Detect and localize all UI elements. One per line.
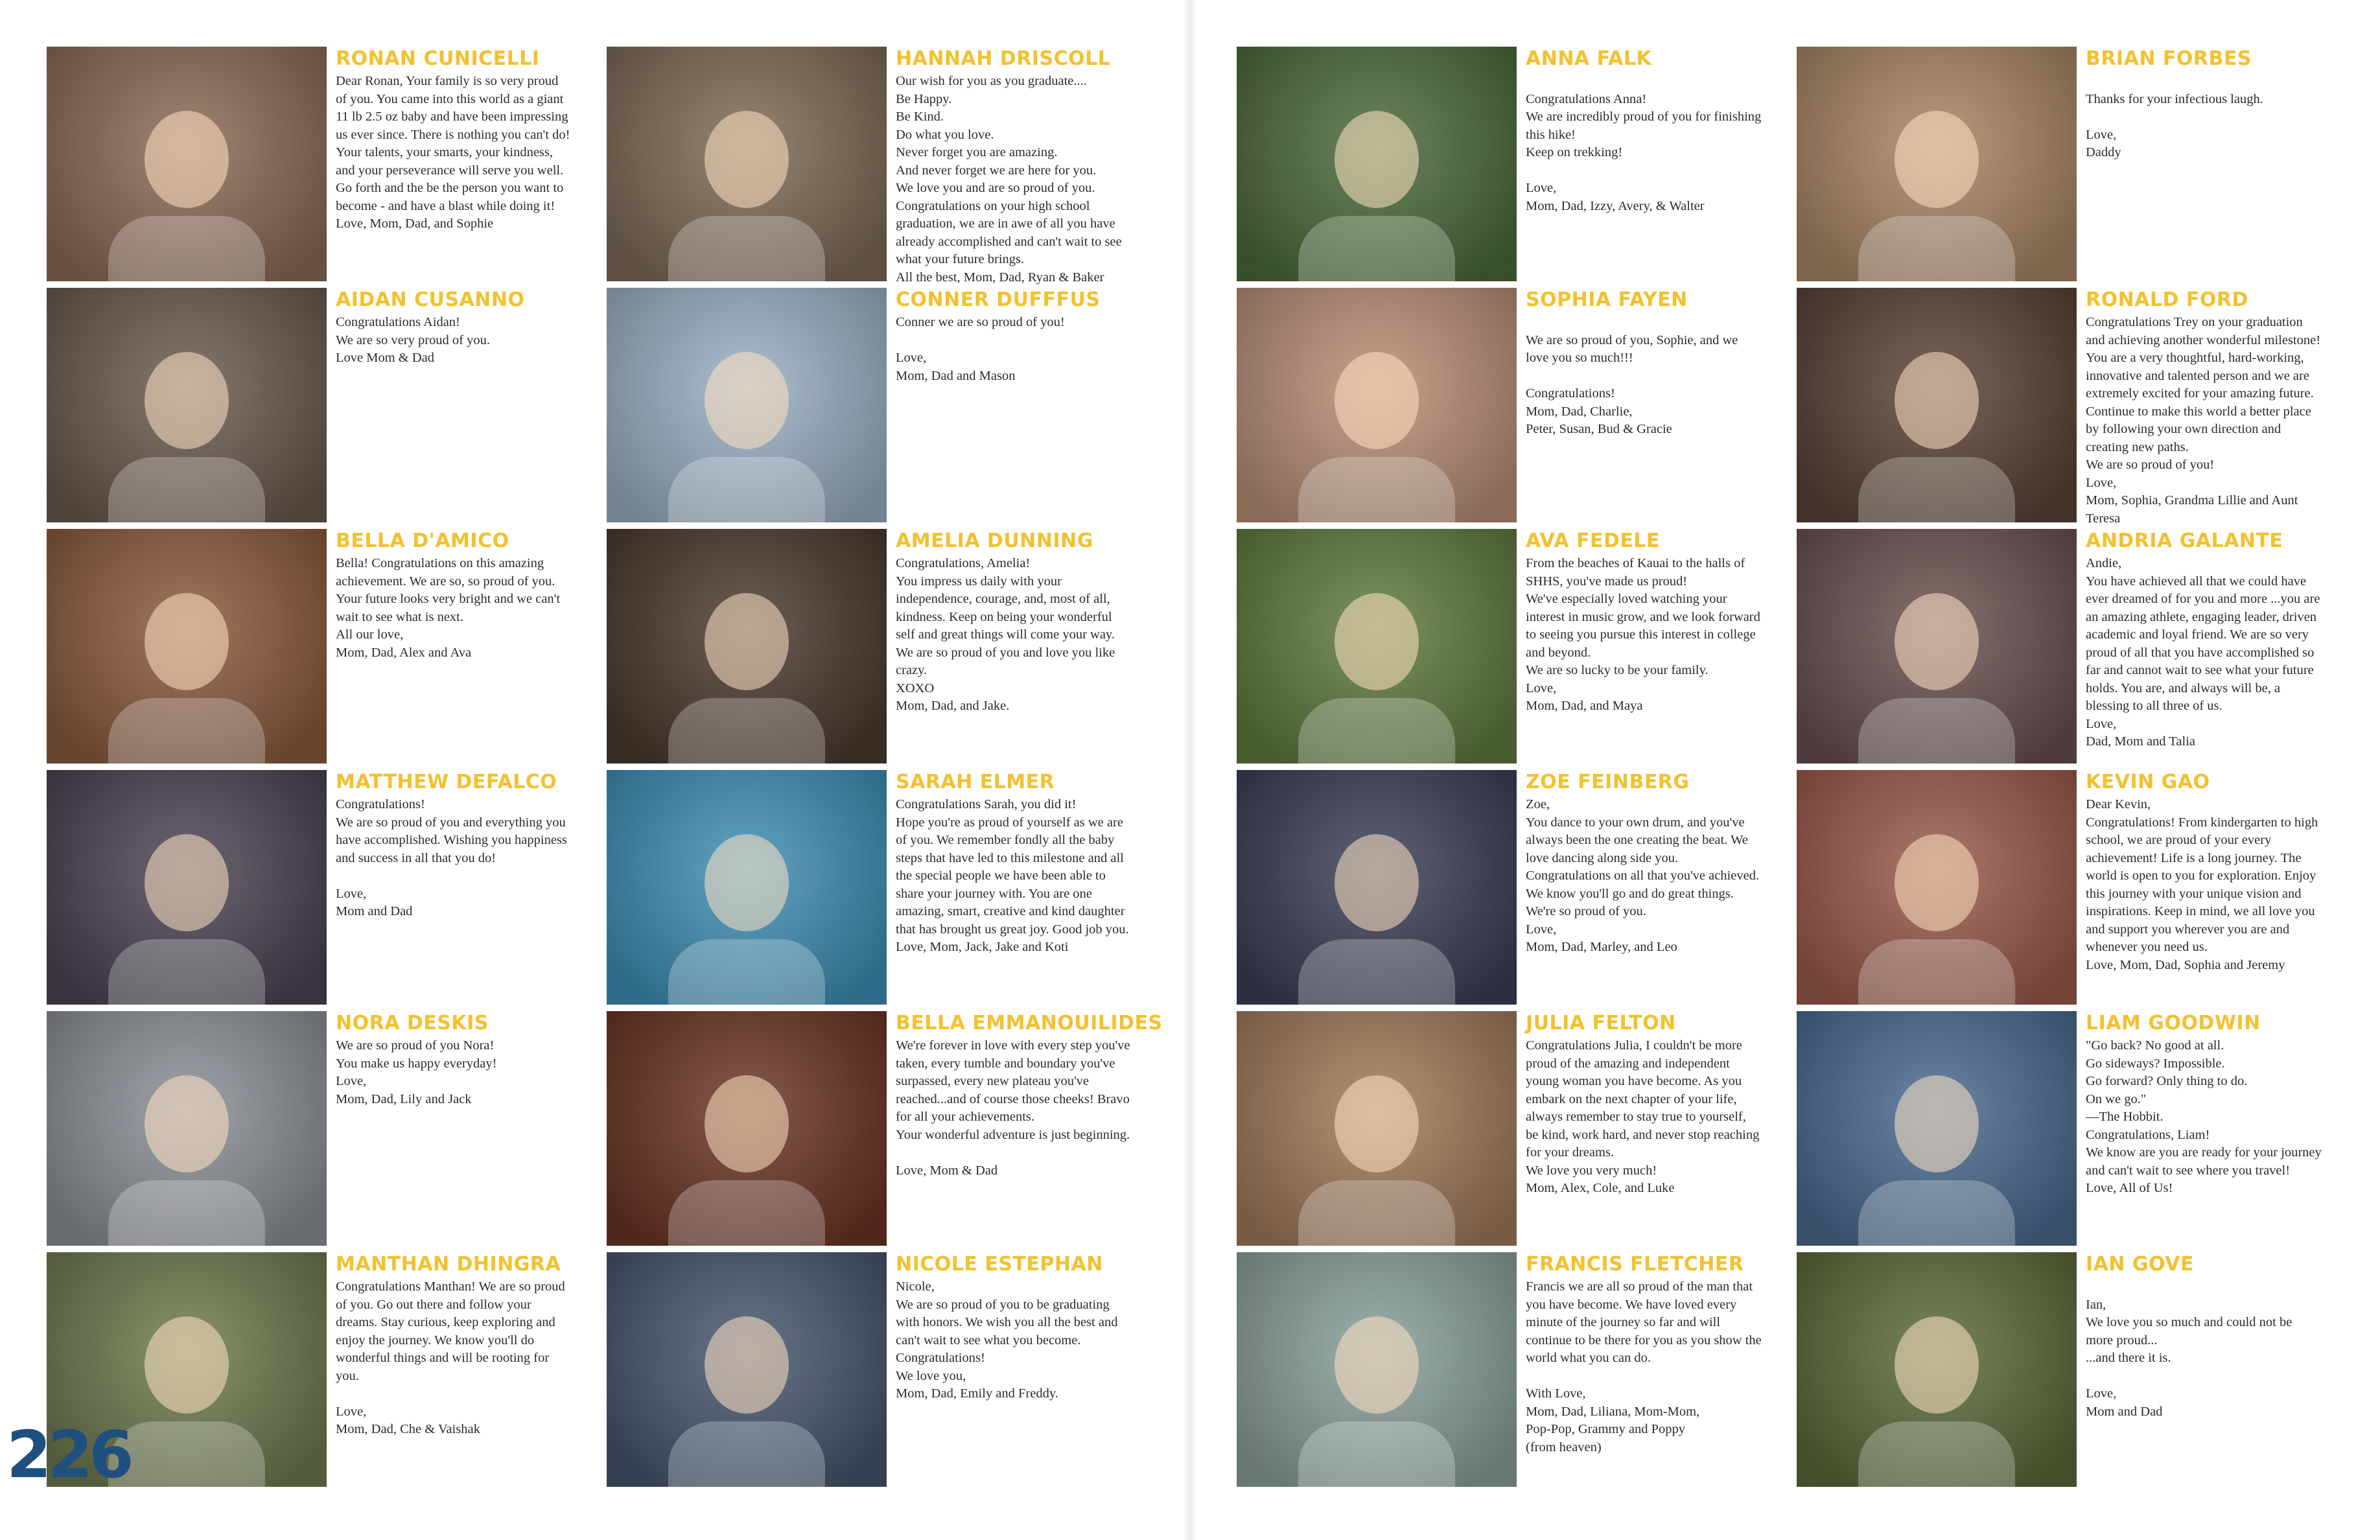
student-name: AMELIA DUNNING: [896, 530, 1093, 552]
right-page: [1190, 0, 2380, 1540]
student-photo: [1237, 1011, 1517, 1246]
student-message: Zoe, You dance to your own drum, and you've always been the one creating the beat. We love dancing along side you. Congratulations on all that you've achieved. We know you'll go and do great things. We're so proud of you. Love, Mom, Dad, Marley, and Leo: [1526, 797, 1760, 954]
student-message: Dear Kevin, Congratulations! From kindergarten to high school, we are proud of your every achievement! Life is a long journey. The world is open to you for exploration. Enjoy this journey with your unique vision and inspirations. Keep in mind, we all love you and support you wherever you are and whenever you need us. Love, Mom, Dad, Sophia and Jeremy: [2086, 797, 2318, 972]
student-name: KEVIN GAO: [2086, 771, 2210, 793]
student-message: Congratulations Anna! We are incredibly proud of you for finishing this hike! Keep on trekking! Love, Mom, Dad, Izzy, Avery, & Walter: [1526, 91, 1762, 213]
student-entry: [1797, 529, 2322, 764]
student-name: NORA DESKIS: [336, 1012, 489, 1034]
student-entry: [1237, 1252, 1762, 1487]
student-name: MANTHAN DHINGRA: [336, 1253, 561, 1276]
student-photo: [607, 288, 887, 522]
student-entry: [607, 529, 1132, 764]
student-entry: [607, 770, 1132, 1005]
student-name: BELLA EMMANOUILIDES: [896, 1012, 1163, 1034]
student-name: JULIA FELTON: [1526, 1012, 1676, 1034]
student-photo: [607, 1252, 887, 1487]
student-name: HANNAH DRISCOLL: [896, 47, 1111, 70]
student-photo: [1237, 288, 1517, 522]
student-entry: [47, 529, 572, 764]
student-photo: [607, 47, 887, 281]
student-name: RONALD FORD: [2086, 288, 2248, 311]
student-name: SARAH ELMER: [896, 771, 1055, 793]
student-message: Our wish for you as you graduate.... Be Happy. Be Kind. Do what you love. Never forget you are amazing. And never forget we are here for you. We love you and are so proud of you. Congratulations on your high school graduation, we are in awe of all you have already accomplished and can't wait to see what your future brings. All the best, Mom, Dad, Ryan & Baker: [896, 74, 1122, 285]
student-message: Ian, We love you so much and could not be more proud... ...and there it is. Love, Mom and Dad: [2086, 1297, 2292, 1419]
student-entry: [1237, 1011, 1762, 1246]
student-name: SOPHIA FAYEN: [1526, 288, 1688, 311]
student-entry: [47, 1011, 572, 1246]
student-entry: [1797, 770, 2322, 1005]
student-message: "Go back? No good at all. Go sideways? Impossible. Go forward? Only thing to do. On we go." —The Hobbit. Congratulations, Liam! We know are you are ready for your journey and can't wait to see where you travel! Love, All of Us!: [2086, 1038, 2322, 1195]
student-photo: [47, 770, 327, 1005]
student-message: Congratulations Trey on your graduation and achieving another wonderful milestone! You are a very thoughtful, hard-working, innovative and talented person and we are extremely excited for your amazing future. Continue to make this world a better place by following your own direction and creating new paths. We are so proud of you! Love, Mom, Sophia, Grandma Lillie and Aunt Teresa: [2086, 315, 2321, 526]
student-photo: [47, 288, 327, 522]
student-name: ZOE FEINBERG: [1526, 771, 1690, 793]
student-entry: [47, 47, 572, 281]
student-name: BRIAN FORBES: [2086, 47, 2252, 70]
student-message: We are so proud of you Nora! You make us happy everyday! Love, Mom, Dad, Lily and Jack: [336, 1038, 497, 1106]
student-message: Francis we are all so proud of the man that you have become. We have loved every minute of the journey so far and will continue to be there for you as you show the world what you can do. With Love, Mom, Dad, Liliana, Mom-Mom, Pop-Pop, Grammy and Poppy (from heaven): [1526, 1279, 1762, 1454]
student-photo: [47, 47, 327, 281]
student-entry: [1797, 1011, 2322, 1246]
student-photo: [607, 1011, 887, 1246]
student-entry: [1237, 529, 1762, 764]
student-message: Bella! Congratulations on this amazing achievement. We are so, so proud of you. Your future looks very bright and we can't wait to see what is next. All our love, Mom, Dad, Alex and Ava: [336, 556, 561, 660]
student-entry: [1237, 770, 1762, 1005]
student-photo: [1797, 770, 2077, 1005]
student-photo: [607, 529, 887, 764]
student-photo: [1797, 1252, 2077, 1487]
student-entry: [607, 288, 1132, 522]
student-name: ANNA FALK: [1526, 47, 1652, 70]
student-name: FRANCIS FLETCHER: [1526, 1253, 1744, 1276]
student-photo: [1237, 770, 1517, 1005]
student-message: Congratulations! We are so proud of you and everything you have accomplished. Wishing you happiness and success in all that you do! Love, Mom and Dad: [336, 797, 567, 918]
student-entry: [607, 47, 1132, 285]
student-name: AIDAN CUSANNO: [336, 288, 525, 311]
student-name: CONNER DUFFFUS: [896, 288, 1101, 311]
student-entry: [1797, 288, 2322, 526]
student-entry: [1237, 288, 1762, 522]
student-photo: [1797, 288, 2077, 522]
student-entry: [47, 770, 572, 1005]
student-photo: [1237, 47, 1517, 281]
student-name: LIAM GOODWIN: [2086, 1012, 2261, 1034]
student-message: From the beaches of Kauai to the halls of SHHS, you've made us proud! We've especially loved watching your interest in music grow, and we look forward to seeing you pursue this interest in college and beyond. We are so lucky to be your family. Love, Mom, Dad, and Maya: [1526, 556, 1760, 713]
student-entry: [607, 1011, 1163, 1246]
student-message: Congratulations Julia, I couldn't be more proud of the amazing and independent young woman you have become. As you embark on the next chapter of your life, always remember to stay true to yourself, be kind, work hard, and never stop reaching for your dreams. We love you very much! Mom, Alex, Cole, and Luke: [1526, 1038, 1760, 1195]
page-number: 226: [6, 1417, 130, 1493]
student-photo: [47, 1011, 327, 1246]
student-message: Conner we are so proud of you! Love, Mom, Dad and Mason: [896, 315, 1065, 383]
student-message: Thanks for your infectious laugh. Love, Daddy: [2086, 91, 2263, 159]
student-message: Andie, You have achieved all that we could have ever dreamed of for you and more ...you are an amazing athlete, engaging leader, driven academic and loyal friend. We are so very proud of all that you have accomplished so far and cannot wait to see what your future holds. You are, and always will be, a blessing to all three of us. Love, Dad, Mom and Talia: [2086, 556, 2320, 749]
student-entry: [1237, 47, 1762, 281]
student-message: Nicole, We are so proud of you to be graduating with honors. We wish you all the best and can't wait to see what you become. Congratulations! We love you, Mom, Dad, Emily and Freddy.: [896, 1279, 1118, 1401]
student-photo: [1237, 529, 1517, 764]
student-message: We are so proud of you, Sophie, and we love you so much!!! Congratulations! Mom, Dad, Charlie, Peter, Susan, Bud & Gracie: [1526, 332, 1738, 436]
student-name: BELLA D'AMICO: [336, 530, 509, 552]
student-entry: [47, 288, 572, 522]
student-name: ANDRIA GALANTE: [2086, 530, 2283, 552]
student-message: Congratulations Manthan! We are so proud of you. Go out there and follow your dreams. Stay curious, keep exploring and enjoy the journey. We know you'll do wonderful things and will be rooting for you. Love, Mom, Dad, Che & Vaishak: [336, 1279, 565, 1436]
student-name: NICOLE ESTEPHAN: [896, 1253, 1103, 1276]
student-message: Congratulations, Amelia! You impress us daily with your independence, courage, and, most of all, kindness. Keep on being your wonderful self and great things will come your way. We are so proud of you and love you like crazy. XOXO Mom, Dad, and Jake.: [896, 556, 1115, 713]
student-photo: [1797, 47, 2077, 281]
student-photo: [607, 770, 887, 1005]
student-message: Congratulations Sarah, you did it! Hope you're as proud of yourself as we are of you. We remember fondly all the baby steps that have led to this milestone and all the special people we have been able to share your journey with. You are one amazing, smart, creative and kind daughter that has brought us great joy. Good job you. Love, Mom, Jack, Jake and Koti: [896, 797, 1129, 954]
student-photo: [1797, 1011, 2077, 1246]
student-name: MATTHEW DEFALCO: [336, 771, 557, 793]
student-entry: [1797, 1252, 2322, 1487]
student-entry: [607, 1252, 1132, 1487]
student-photo: [1797, 529, 2077, 764]
student-message: We're forever in love with every step you've taken, every tumble and boundary you've surpassed, every new plateau you've reached...and of course those cheeks! Bravo for all your achievements. Your wonderful adventure is just beginning. Love, Mom & Dad: [896, 1038, 1130, 1178]
student-photo: [1237, 1252, 1517, 1487]
student-message: Congratulations Aidan! We are so very proud of you. Love Mom & Dad: [336, 315, 491, 365]
student-name: AVA FEDELE: [1526, 530, 1661, 552]
student-name: IAN GOVE: [2086, 1253, 2194, 1276]
student-name: RONAN CUNICELLI: [336, 47, 540, 70]
student-message: Dear Ronan, Your family is so very proud of you. You came into this world as a giant 11 lb 2.5 oz baby and have been impressing us ever since. There is nothing you can't do! Your talents, your smarts, your kindness, and your perseverance will serve you well. Go forth and the be the person you want to become - and have a blast while doing it! Love, Mom, Dad, and Sophie: [336, 74, 570, 231]
student-entry: [1797, 47, 2322, 281]
student-photo: [47, 529, 327, 764]
